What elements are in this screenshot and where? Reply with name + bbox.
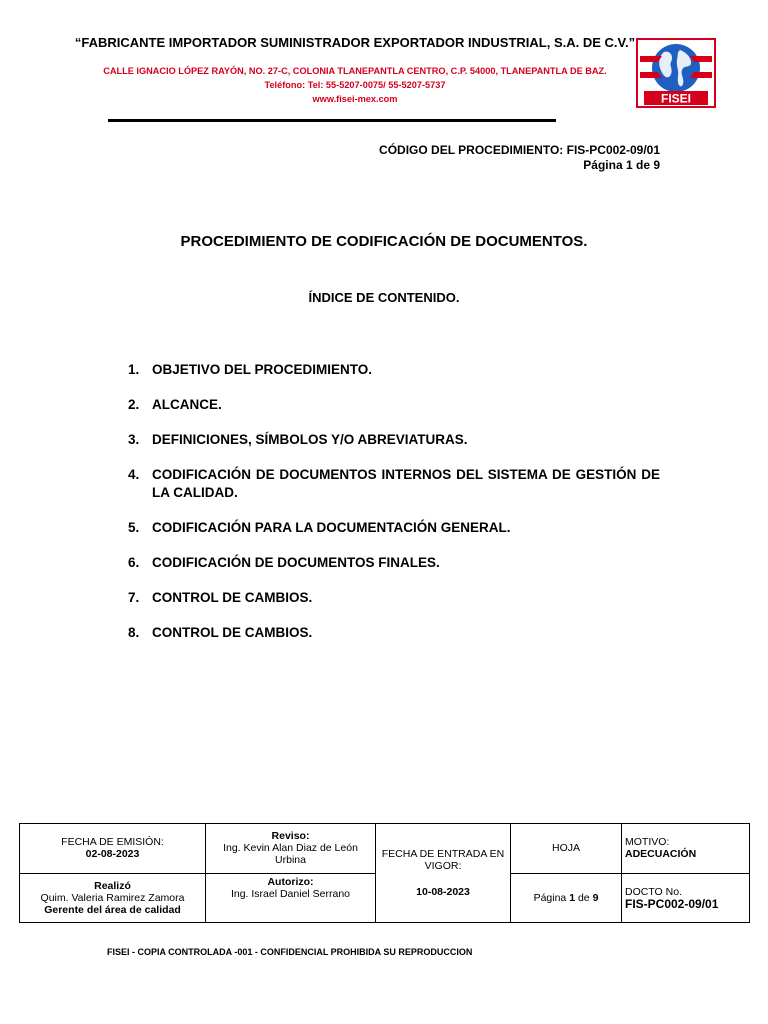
issue-date-cell [20, 824, 206, 874]
toc-item[interactable] [128, 519, 660, 537]
authorized-by-label: Autorizo: [267, 875, 314, 888]
prepared-by-role: Gerente del área de calidad [44, 903, 181, 916]
toc-item-number: 2. [128, 397, 140, 412]
company-address: CALLE IGNACIO LÓPEZ RAYÓN, NO. 27-C, COLONIA TLANEPANTLA CENTRO, C.P. 54000, TLANEPANTLA DE BAZ. [103, 66, 607, 76]
toc-item-number: 5. [128, 520, 140, 535]
toc-item[interactable] [128, 466, 660, 502]
issue-date-value: 02-08-2023 [85, 848, 140, 861]
reviewed-by-label: Reviso: [271, 830, 310, 843]
reason-cell [622, 824, 750, 874]
toc-item-number: 6. [128, 555, 140, 570]
toc-item[interactable] [128, 431, 660, 449]
toc-item[interactable] [128, 554, 660, 572]
sheet-label: HOJA [551, 842, 580, 855]
page-number: 1 [569, 891, 576, 904]
fisei-globe-icon [636, 38, 716, 108]
page-indicator: Página 1 de 9 [583, 158, 660, 172]
controlled-copy-notice: FISEI - COPIA CONTROLADA -001 - CONFIDENCIAL PROHIBIDA SU REPRODUCCION [107, 947, 473, 957]
authorized-by-name: Ing. Israel Daniel Serrano [230, 887, 351, 900]
approval-table [19, 823, 750, 923]
reviewed-by-name: Ing. Kevin Alan Diaz de León Urbina [223, 842, 358, 867]
svg-text:FISEI: FISEI [660, 91, 692, 106]
reason-value: ADECUACIÓN [625, 848, 697, 861]
toc-heading: ÍNDICE DE CONTENIDO. [308, 290, 460, 305]
procedure-code-block [379, 143, 660, 173]
prepared-by-cell [20, 873, 206, 923]
fisei-logo [636, 38, 716, 108]
document-number-value: FIS-PC002-09/01 [625, 896, 719, 911]
effective-date-cell [376, 824, 511, 923]
authorized-by-cell [206, 873, 376, 923]
page-total: 9 [592, 891, 599, 904]
issue-date-label: FECHA DE EMISIÓN: [61, 836, 164, 849]
toc-item-number: 8. [128, 625, 140, 640]
procedure-code: CÓDIGO DEL PROCEDIMIENTO: FIS-PC002-09/01 [379, 143, 660, 157]
toc-item-text: OBJETIVO DEL PROCEDIMIENTO. [152, 362, 373, 377]
page-count-cell [511, 873, 622, 923]
toc-item-text: ALCANCE. [152, 397, 222, 412]
document-number-cell [622, 873, 750, 923]
company-website: www.fisei-mex.com [312, 94, 398, 104]
header-divider [108, 119, 556, 122]
company-phone: Teléfono: Tel: 55-5207-0075/ 55-5207-5737 [264, 80, 446, 90]
page-of: de [577, 891, 590, 904]
prepared-by-name: Quim. Valeria Ramirez Zamora [40, 891, 185, 904]
prepared-by-label: Realizó [94, 879, 131, 892]
effective-date-value: 10-08-2023 [416, 886, 470, 898]
toc-item-text: DEFINICIONES, SÍMBOLOS Y/O ABREVIATURAS. [152, 432, 468, 447]
toc-item-text: CODIFICACIÓN DE DOCUMENTOS FINALES. [152, 555, 440, 570]
toc-item-text: CODIFICACIÓN PARA LA DOCUMENTACIÓN GENERAL. [152, 520, 511, 535]
sheet-label-cell [511, 824, 622, 874]
toc-item-text: CODIFICACIÓN DE DOCUMENTOS INTERNOS DEL SISTEMA DE GESTIÓN DE LA CALIDAD. [152, 467, 660, 500]
toc-item[interactable] [128, 361, 660, 379]
company-name: “FABRICANTE IMPORTADOR SUMINISTRADOR EXPORTADOR INDUSTRIAL, S.A. DE C.V.” [74, 35, 636, 50]
page-prefix: Página [533, 891, 567, 904]
reason-label: MOTIVO: [625, 836, 670, 849]
table-of-contents [128, 361, 660, 659]
toc-item[interactable] [128, 396, 660, 414]
toc-item-number: 3. [128, 432, 140, 447]
toc-item-text: CONTROL DE CAMBIOS. [152, 590, 313, 605]
toc-item[interactable] [128, 624, 660, 642]
toc-item[interactable] [128, 589, 660, 607]
toc-item-text: CONTROL DE CAMBIOS. [152, 625, 313, 640]
toc-item-number: 1. [128, 362, 140, 377]
toc-item-number: 4. [128, 467, 140, 482]
reviewed-by-cell [206, 824, 376, 874]
toc-item-number: 7. [128, 590, 140, 605]
document-title: PROCEDIMIENTO DE CODIFICACIÓN DE DOCUMENTOS. [180, 233, 588, 250]
document-number-label: DOCTO No. [625, 885, 682, 898]
effective-date-label: FECHA DE ENTRADA EN VIGOR: [381, 848, 505, 872]
